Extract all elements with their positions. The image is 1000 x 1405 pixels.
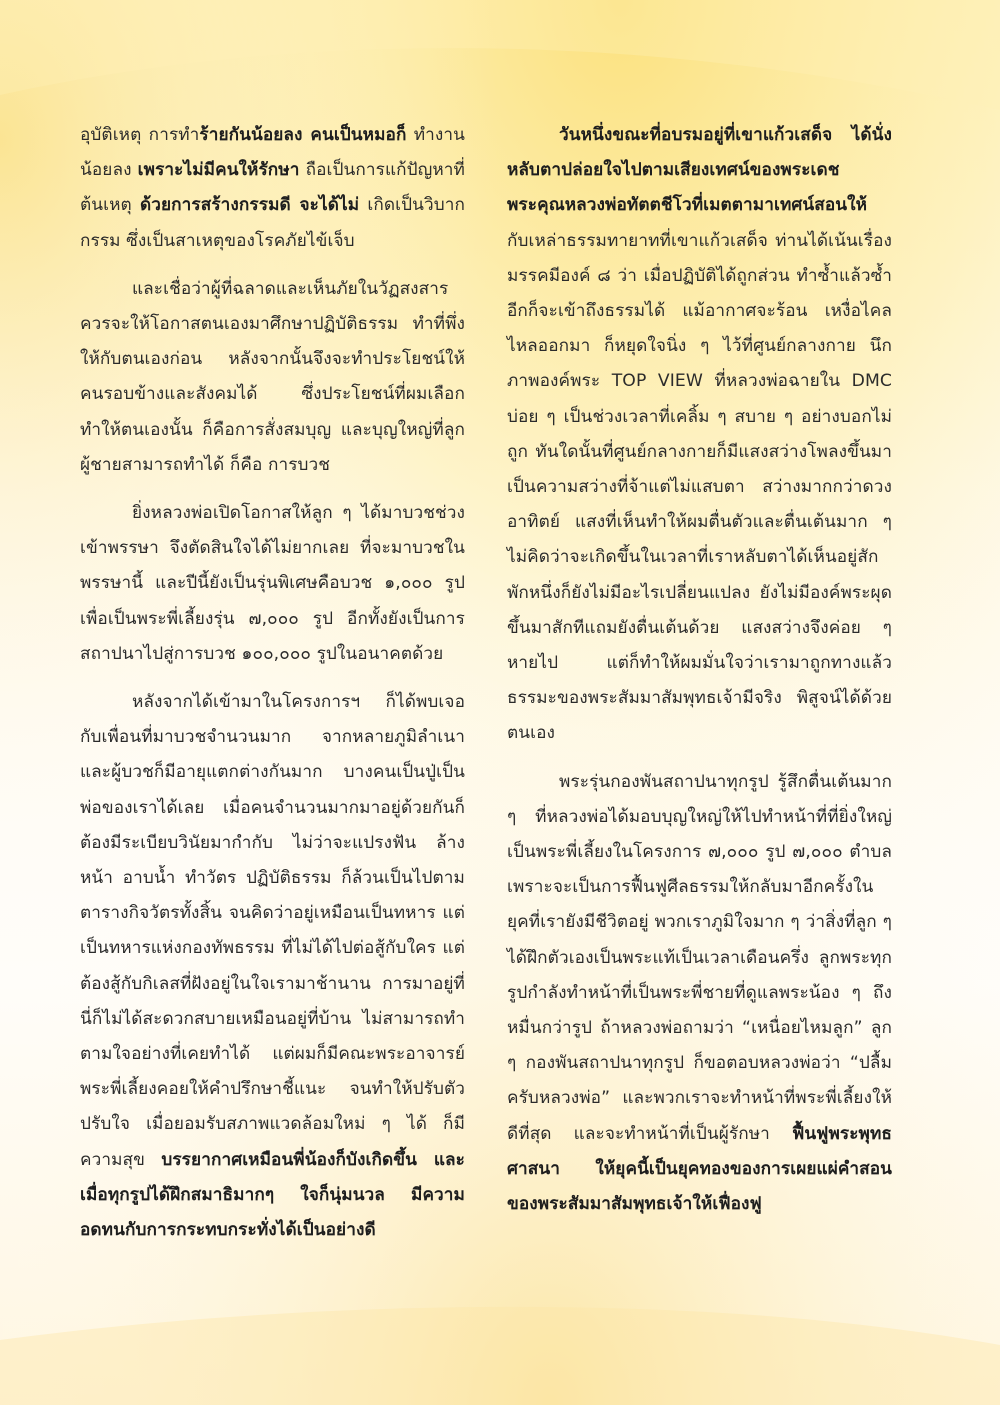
bold-run: เพราะไม่มีคนให้รักษา — [137, 160, 300, 181]
text-run: ถือเป็นการแก้ปัญหาที่ต้นเหตุ — [80, 160, 465, 216]
text-run: ทำงานน้อยลง — [80, 125, 465, 181]
text-run: พระรุ่นกองพันสถาปนาทุกรูป รู้สึกตื่นเต้นมาก ๆ ที่หลวงพ่อได้มอบบุญใหญ่ให้ไปทำหน้าที่ที่ยิ่งใหญ่ เป็นพระพี่เลี้ยงในโครงการ ๗,๐๐๐ รูป ๗,๐๐๐ ตำบล เพราะจะเป็นการฟื้นฟูศีลธรรมให้กลับมาอีกครั้งในยุคที่เรายังมีชีวิตอยู่ พวกเราภูมิใจมาก ๆ ว่าสิ่งที่ลูก ๆ ได้ฝึกตัวเองเป็นพระแท้เป็นเวลาเดือนครึ่ง ลูกพระทุกรูปกำลังทำหน้าที่เป็นพระพี่ชายที่ดูแลพระน้อง ๆ ถึงหมื่นกว่ารูป ถ้าหลวงพ่อถามว่า “เหนื่อยไหมลูก” ลูก ๆ กองพันสถาปนาทุกรูป ก็ขอตอบหลวงพ่อว่า “ปลื้มครับหลวงพ่อ” และพวกเราจะทำหน้าที่พระพี่เลี้ยงให้ดีที่สุด และจะทำหน้าที่เป็นผู้รักษา — [507, 771, 892, 1144]
text-run: กับเหล่าธรรมทายาทที่เขาแก้วเสด็จ ท่านได้เน้นเรื่องมรรคมีองค์ ๘ ว่า เมื่อปฏิบัติได้ถูกส่วน ทำซ้ำแล้วซ้ำอีกก็จะเข้าถึงธรรมได้ แม้อากาศจะร้อน เหงื่อไคลไหลออกมา ก็หยุดใจนิ่ง ๆ ไว้ที่ศูนย์กลางกาย นึกภาพองค์พระ TOP VIEW ที่หลวงพ่อฉายใน DMC บ่อย ๆ เป็นช่วงเวลาที่เคลิ้ม ๆ สบาย ๆ อย่างบอกไม่ถูก ทันใดนั้นที่ศูนย์กลางกายก็มีแสงสว่างโพลงขึ้นมา เป็นความสว่างที่จ้าแต่ไม่แสบตา สว่างมากกว่าดวงอาทิตย์ แสงที่เห็นทำให้ผมตื่นตัวและตื่นเต้นมาก ๆ ไม่คิดว่าจะเกิดขึ้นในเวลาที่เราหลับตาได้เห็นอยู่สักพักหนึ่งก็ยังไม่มีอะไรเปลี่ยนแปลง ยังไม่มีองค์พระผุดขึ้นมาสักทีแถมยังตื่นเต้นด้วย แสงสว่างจึงค่อย ๆ หายไป แต่ก็ทำให้ผมมั่นใจว่าเรามาถูกทางแล้ว ธรรมะของพระสัมมาสัมพุทธเจ้ามีจริง พิสูจน์ได้ด้วยตนเอง — [507, 230, 892, 744]
bold-run: บรรยากาศเหมือนพี่น้องก็บังเกิดขึ้น และเมื่อทุกรูปได้ฝึกสมาธิมากๆ ใจก็นุ่มนวล มีความอดทนกับการกระทบกระทั่งได้เป็นอย่างดี — [80, 1149, 465, 1241]
bold-run: วันหนึ่งขณะที่อบรมอยู่ที่เขาแก้วเสด็จ ได้นั่งหลับตาปล่อยใจไปตามเสียงเทศน์ของพระเดชพระคุณหลวงพ่อทัตตชีโวที่เมตตามาเทศน์สอนให้ — [507, 125, 892, 216]
left-paragraph-4 — [80, 685, 465, 1248]
left-paragraph-3: ยิ่งหลวงพ่อเปิดโอกาสให้ลูก ๆ ได้มาบวชช่วงเข้าพรรษา จึงตัดสินใจได้ไม่ยากเลย ที่จะมาบวชในพรรษานี้ และปีนี้ยังเป็นรุ่นพิเศษคือบวช ๑,๐๐๐ รูป เพื่อเป็นพระพี่เลี้ยงรุ่น ๗,๐๐๐ รูป อีกทั้งยังเป็นการสถาปนาไปสู่การบวช ๑๐๐,๐๐๐ รูปในอนาคตด้วย — [80, 503, 465, 664]
left-column — [80, 118, 465, 1261]
bold-run: ร้ายกันน้อยลง คนเป็นหมอก็ — [199, 125, 407, 145]
text-run: หลังจากได้เข้ามาในโครงการฯ ก็ได้พบเจอกับเพื่อนที่มาบวชจำนวนมาก จากหลายภูมิลำเนา และผู้บวชก็มีอายุแตกต่างกันมาก บางคนเป็นปู่เป็นพ่อของเราได้เลย เมื่อคนจำนวนมากมาอยู่ด้วยกันก็ต้องมีระเบียบวินัยมากำกับ ไม่ว่าจะแปรงฟัน ล้างหน้า อาบน้ำ ทำวัตร ปฏิบัติธรรม ก็ล้วนเป็นไปตามตารางกิจวัตรทั้งสิ้น จนคิดว่าอยู่เหมือนเป็นทหาร แต่เป็นทหารแห่งกองทัพธรรม ที่ไม่ได้ไปต่อสู้กับใคร แต่ต้องสู้กับกิเลสที่ฝังอยู่ในใจเรามาช้านาน การมาอยู่ที่นี่ก็ไม่ได้สะดวกสบายเหมือนอยู่ที่บ้าน ไม่สามารถทำตามใจอย่างที่เคยทำได้ แต่ผมก็มีคณะพระอาจารย์ พระพี่เลี้ยงคอยให้คำปรึกษาชี้แนะ จนทำให้ปรับตัวปรับใจ เมื่อยอมรับสภาพแวดล้อมใหม่ ๆ ได้ ก็มีความสุข — [80, 692, 465, 1170]
left-paragraph-2: และเชื่อว่าผู้ที่ฉลาดและเห็นภัยในวัฏสงสาร ควรจะให้โอกาสตนเองมาศึกษาปฏิบัติธรรม ทำที่พึ่งให้กับตนเองก่อน หลังจากนั้นจึงจะทำประโยชน์ให้คนรอบข้างและสังคมได้ ซึ่งประโยชน์ที่ผมเลือกทำให้ตนเองนั้น ก็คือการสั่งสมบุญ และบุญใหญ่ที่ลูกผู้ชายสามารถทำได้ ก็คือ การบวช — [80, 278, 465, 475]
left-paragraph-1 — [80, 118, 465, 259]
right-paragraph-2 — [507, 765, 892, 1223]
right-column — [507, 118, 892, 1235]
right-paragraph-1 — [507, 118, 892, 752]
text-run: เกิดเป็นวิบากกรรม ซึ่งเป็นสาเหตุของโรคภัยไข้เจ็บ — [80, 195, 465, 251]
text-run: อุบัติเหตุ การทำ — [80, 125, 200, 145]
bold-run: ฟื้นฟูพระพุทธศาสนา ให้ยุคนี้เป็นยุคทองของการเผยแผ่คำสอนของพระสัมมาสัมพุทธเจ้าให้เฟื่องฟู — [507, 1123, 892, 1215]
bold-run: ด้วยการสร้างกรรมดี จะได้ไม่ — [139, 195, 360, 216]
